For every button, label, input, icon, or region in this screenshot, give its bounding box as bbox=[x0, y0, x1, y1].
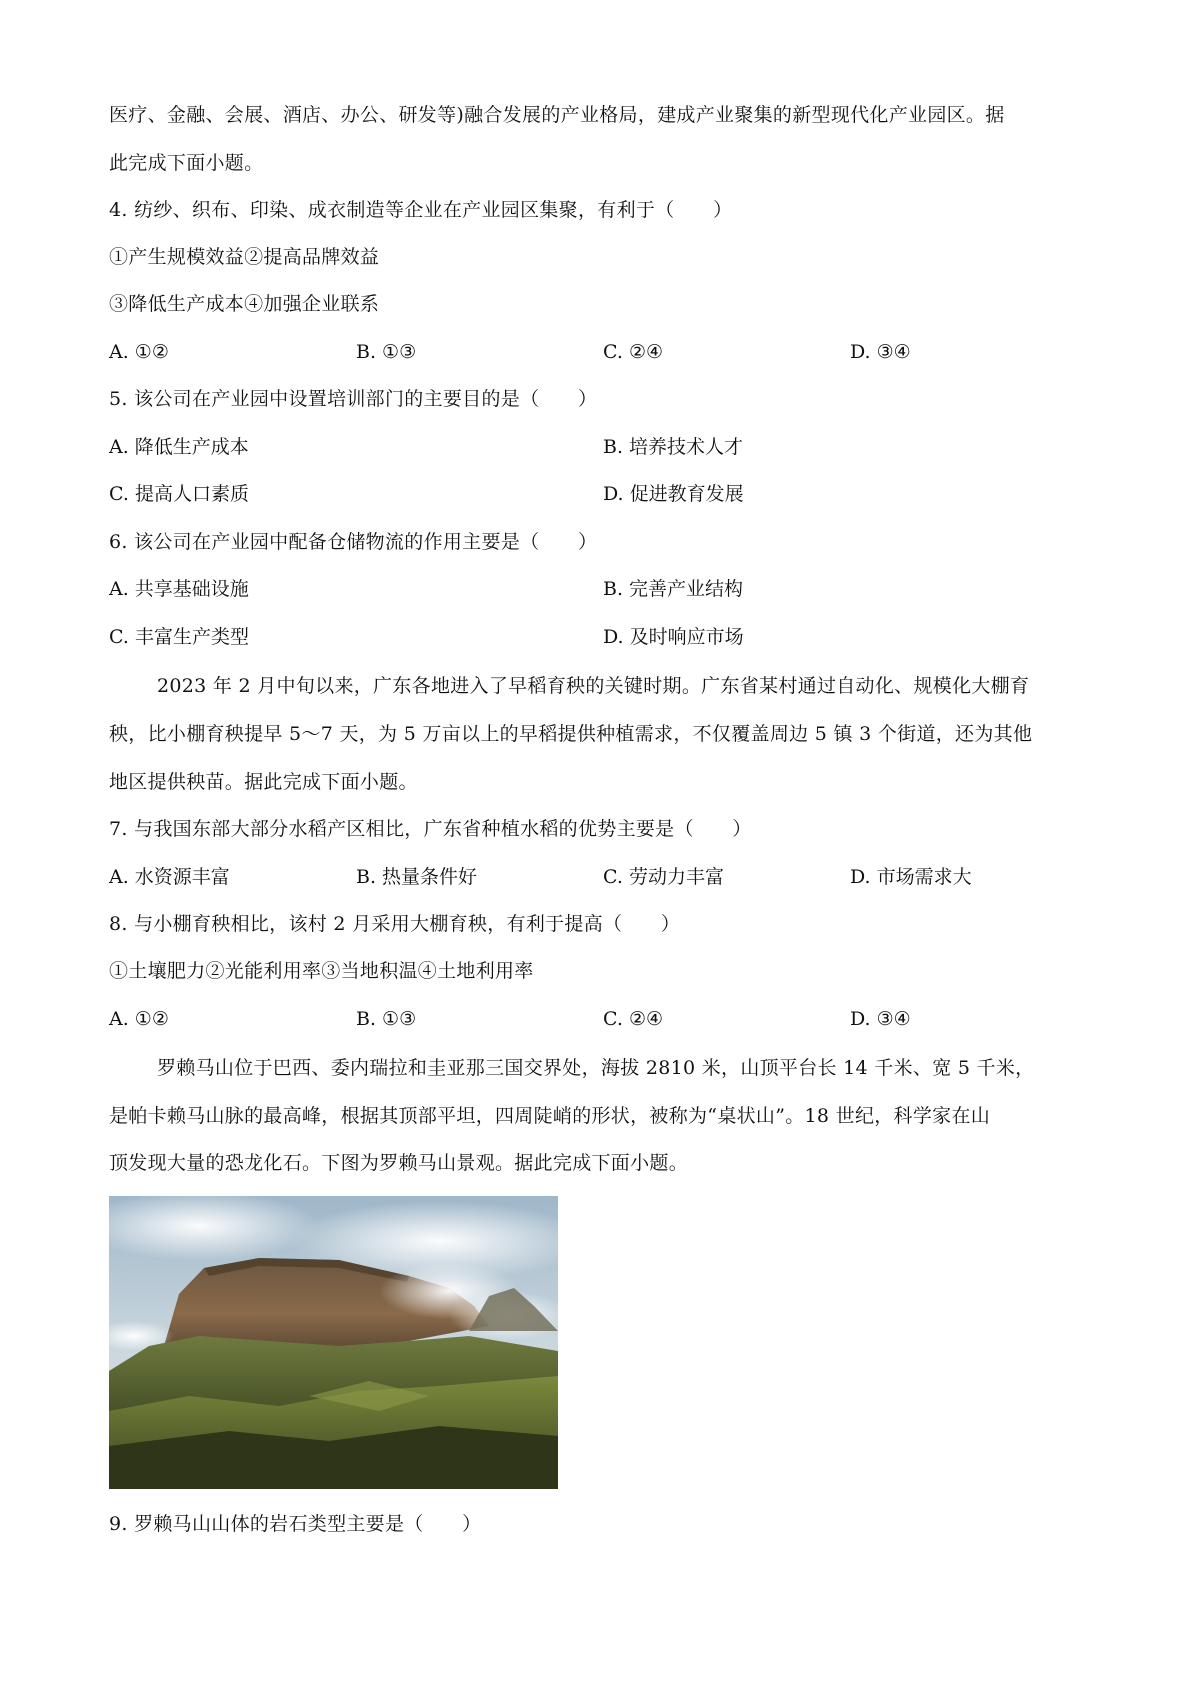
q6-options-row-2 bbox=[109, 622, 1099, 652]
q6-options-row-1 bbox=[109, 574, 1099, 604]
intro-line-2: 此完成下面小题。 bbox=[109, 152, 264, 174]
q4-option-c[interactable]: C. ②④ bbox=[603, 341, 664, 363]
q8-option-d[interactable]: D. ③④ bbox=[850, 1008, 911, 1030]
q4-options bbox=[109, 337, 1099, 367]
q8-options bbox=[109, 1004, 1099, 1034]
passage2-line-3: 地区提供秧苗。据此完成下面小题。 bbox=[109, 771, 418, 793]
q7-stem: 7. 与我国东部大部分水稻产区相比，广东省种植水稻的优势主要是（ ） bbox=[109, 818, 752, 840]
q6-option-a[interactable]: A. 共享基础设施 bbox=[109, 578, 249, 600]
q5-stem: 5. 该公司在产业园中设置培训部门的主要目的是（ ） bbox=[109, 388, 598, 410]
q5-option-d[interactable]: D. 促进教育发展 bbox=[603, 483, 744, 505]
q4-option-b[interactable]: B. ①③ bbox=[356, 341, 417, 363]
q5-option-c[interactable]: C. 提高人口素质 bbox=[109, 483, 249, 505]
passage3-line-1: 罗赖马山位于巴西、委内瑞拉和圭亚那三国交界处，海拔 2810 米，山顶平台长 14 千米、宽 5 千米， bbox=[157, 1057, 1035, 1079]
q4-stem: 4. 纺纱、织布、印染、成衣制造等企业在产业园区集聚，有利于（ ） bbox=[109, 199, 733, 221]
q5-option-a[interactable]: A. 降低生产成本 bbox=[109, 436, 249, 458]
intro-line-1: 医疗、金融、会展、酒店、办公、研发等)融合发展的产业格局，建成产业聚集的新型现代化产业园区。据 bbox=[109, 104, 1005, 126]
q4-option-a[interactable]: A. ①② bbox=[109, 341, 169, 363]
q8-option-c[interactable]: C. ②④ bbox=[603, 1008, 664, 1030]
q6-stem: 6. 该公司在产业园中配备仓储物流的作用主要是（ ） bbox=[109, 531, 598, 553]
q8-items: ①土壤肥力②光能利用率③当地积温④土地利用率 bbox=[109, 960, 534, 982]
q9-stem: 9. 罗赖马山山体的岩石类型主要是（ ） bbox=[109, 1513, 482, 1535]
passage2-line-1: 2023 年 2 月中旬以来，广东各地进入了早稻育秧的关键时期。广东省某村通过自动化、规模化大棚育 bbox=[157, 675, 1030, 697]
q7-options bbox=[109, 862, 1099, 892]
q4-items-2: ③降低生产成本④加强企业联系 bbox=[109, 293, 380, 315]
passage3-line-2: 是帕卡赖马山脉的最高峰，根据其顶部平坦，四周陡峭的形状，被称为“桌状山”。18 世纪，科学家在山 bbox=[109, 1105, 991, 1127]
q5-options-row-1 bbox=[109, 432, 1099, 462]
passage2-line-2: 秧，比小棚育秧提早 5～7 天，为 5 万亩以上的早稻提供种植需求，不仅覆盖周边 5 镇 3 个街道，还为其他 bbox=[109, 723, 1033, 745]
mount-roraima-photo bbox=[109, 1196, 558, 1489]
q7-option-d[interactable]: D. 市场需求大 bbox=[850, 866, 972, 888]
q6-option-b[interactable]: B. 完善产业结构 bbox=[603, 578, 744, 600]
q6-option-c[interactable]: C. 丰富生产类型 bbox=[109, 626, 249, 648]
q8-stem: 8. 与小棚育秧相比，该村 2 月采用大棚育秧，有利于提高（ ） bbox=[109, 913, 681, 935]
q5-option-b[interactable]: B. 培养技术人才 bbox=[603, 436, 744, 458]
q8-option-a[interactable]: A. ①② bbox=[109, 1008, 169, 1030]
q4-items-1: ①产生规模效益②提高品牌效益 bbox=[109, 246, 380, 268]
q7-option-a[interactable]: A. 水资源丰富 bbox=[109, 866, 230, 888]
q6-option-d[interactable]: D. 及时响应市场 bbox=[603, 626, 744, 648]
q5-options-row-2 bbox=[109, 479, 1099, 509]
q4-option-d[interactable]: D. ③④ bbox=[850, 341, 911, 363]
q7-option-c[interactable]: C. 劳动力丰富 bbox=[603, 866, 724, 888]
q7-option-b[interactable]: B. 热量条件好 bbox=[356, 866, 478, 888]
passage3-line-3: 顶发现大量的恐龙化石。下图为罗赖马山景观。据此完成下面小题。 bbox=[109, 1152, 689, 1174]
q8-option-b[interactable]: B. ①③ bbox=[356, 1008, 417, 1030]
